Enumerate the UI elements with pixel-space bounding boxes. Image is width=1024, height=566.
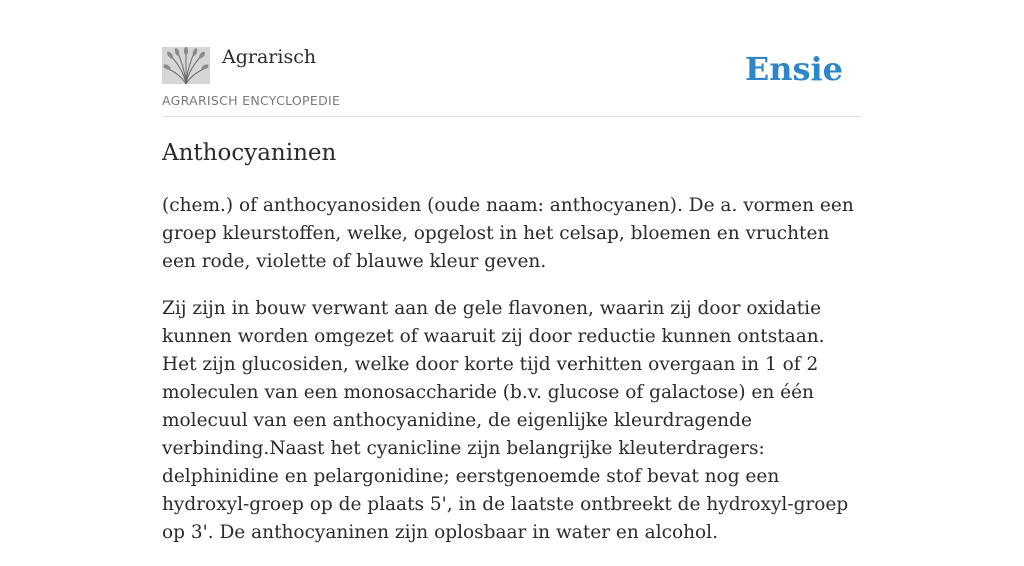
source-name-link[interactable]: Agrarisch (222, 46, 317, 68)
article-title: Anthocyaninen (162, 140, 337, 166)
article-body (162, 192, 862, 566)
source-subtitle: AGRARISCH ENCYCLOPEDIE (162, 93, 341, 108)
article-paragraph: Zij zijn in bouw verwant aan de gele flavonen, waarin zij door oxidatie kunnen worden omgezet of waaruit zij door reductie kunnen ontstaan. Het zijn glucosiden, welke door korte tijd verhitten overgaan in 1 of 2 moleculen van een monosaccharide (b.v. glucose of galactose) en één molecuul van een anthocyanidine, de eigenlijke kleurdragende verbinding.Naast het cyanicline zijn belangrijke kleuterdragers: delphinidine en pelargonidine; eerstgenoemde stof bevat nog een hydroxyl-groep op de plaats 5', in de laatste ontbreekt de hydroxyl-groep op 3'. De anthocyaninen zijn oplosbaar in water en alcohol. (162, 298, 849, 543)
article-paragraph: (chem.) of anthocyanosiden (oude naam: anthocyanen). De a. vormen een groep kleurstoffen, welke, opgelost in het celsap, bloemen en vruchten een rode, violette of blauwe kleur geven. (162, 195, 854, 272)
header (162, 44, 862, 117)
wheat-illustration-icon (162, 47, 210, 84)
brand-logo-link[interactable]: Ensie (744, 50, 843, 88)
